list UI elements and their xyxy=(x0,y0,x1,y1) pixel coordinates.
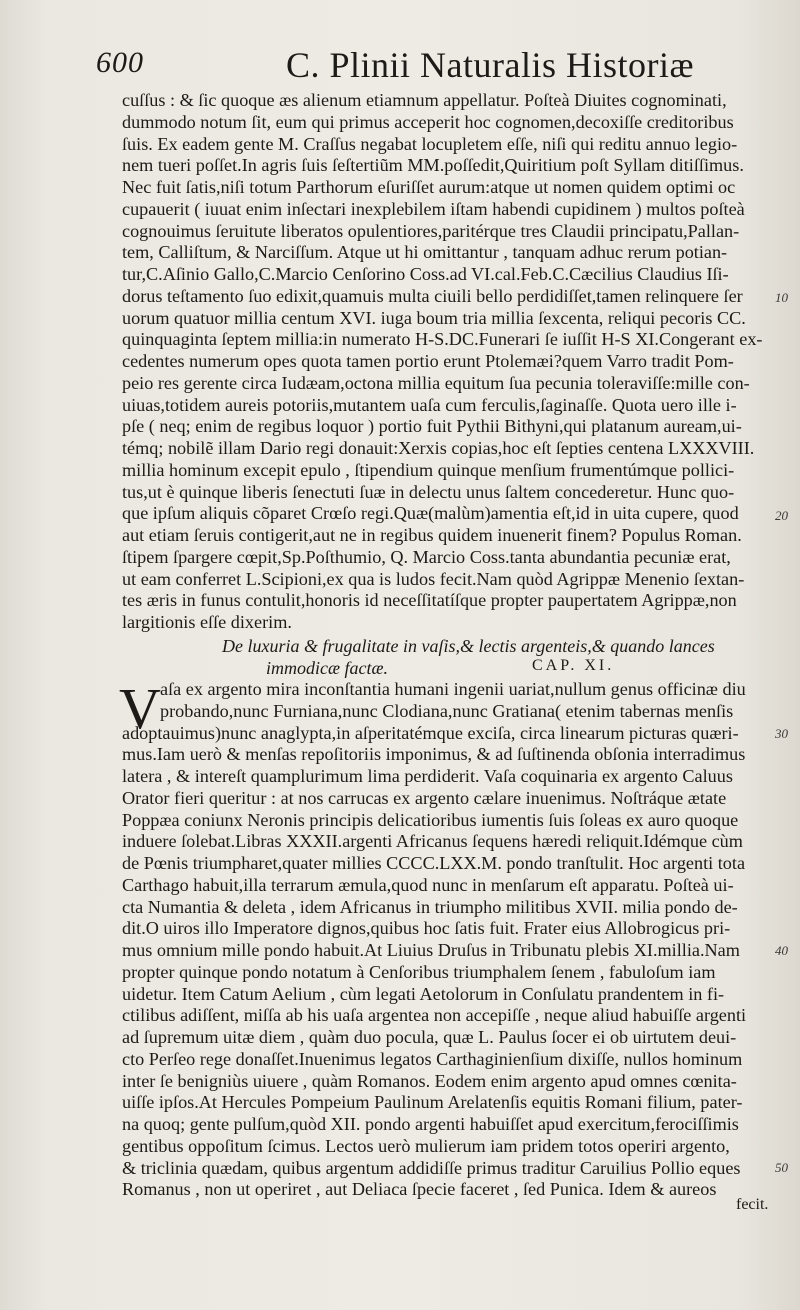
text-line: de Pœnis triumpharet,quater millies CCCC.LXX.M. pondo tranſtulit. Hoc argenti tota xyxy=(122,853,746,873)
text-line: probando,nunc Furniana,nunc Clodiana,nunc Gratiana( etenim tabernas menſis xyxy=(160,700,734,721)
text-line: tes æris in funus contulit,honoris id neceſſitatíſque propter paupertatem Agrippæ,non xyxy=(122,590,737,611)
text-line: pſe ( neq; enim de regibus loquor ) portio fuit Pythii Bithyni,qui platanum auream,ui- xyxy=(122,416,742,437)
text-line: cognouimus ſeruitute liberatos opulentiores,paritérque tres Claudii principatu,Pallan- xyxy=(122,220,740,241)
text-line: cta Numantia & deleta , idem Africanus in triumpho militibus XVII. milia pondo de- xyxy=(122,896,738,917)
text-line: mus omnium mille pondo habuit.At Liuius Druſus in Tribunatu plebis XI.millia.Nam xyxy=(122,940,740,960)
text-line: Nec fuit ſatis,niſi totum Parthorum eſuriſſet aurum:atque ut nomen quidem optimi oc xyxy=(122,177,736,197)
chapter-number: CAP. XI. xyxy=(532,657,615,674)
text-line: latera , & intereſt quamplurimum lima perdiderit. Vaſa coquinaria ex argento Caluus xyxy=(122,766,733,786)
text-line: tem, Calliſtum, & Narciſſum. Atque ut hi omittantur , tanquam adhuc rerum potian- xyxy=(122,242,728,263)
text-line: millia hominum excepit epulo , ſtipendium quinque menſium frumentúmque pollici- xyxy=(122,459,735,480)
chapter-heading-line-1: De luxuria & frugalitate in vaſis,& lectis argenteis,& quando lances xyxy=(222,636,715,656)
margin-line-number: 10 xyxy=(775,290,788,305)
text-line: aut etiam ſeruis contigerit,aut ne in regibus quidem inuenerit finem? Populus Roman. xyxy=(122,525,742,545)
text-line: dummodo notum ſit, eum qui primus acceperit hoc cognomen,decoxiſſe creditoribus xyxy=(122,111,734,132)
text-line: cupauerit ( iuuat enim inſectari inexplebilem iſtam habendi cupidinem ) multos poſteà xyxy=(122,198,745,219)
text-line: ut eam conferret L.Scipioni,ex qua is ludos fecit.Nam quòd Agrippæ Menenio ſextan- xyxy=(122,568,745,589)
text-line: dit.O uiros illo Imperatore dignos,quibus hoc ſatis fuit. Frater eius Allobrogicus pri- xyxy=(122,918,731,939)
text-line: que ipſum aliquis cõparet Crœſo regi.Quæ(malùm)amentia eſt,id in uita cupere, quod xyxy=(122,503,739,524)
text-line: induere ſolebat.Libras XXXII.argenti Africanus ſequens hæredi reliquit.Idémque cùm xyxy=(122,831,743,852)
text-line: & triclinia quædam, quibus argentum addidiſſe primus traditur Caruilius Pollio eques xyxy=(122,1157,741,1178)
text-line: uiſſe ipſos.At Hercules Pompeium Paulinum Arelatenſis equitis Romani filium, pater- xyxy=(122,1092,743,1113)
text-line: largitionis eſſe dixerim. xyxy=(122,612,292,632)
text-line: uidetur. Item Catum Aelium , cùm legati Aetolorum in Conſulatu prandentem in fi- xyxy=(122,983,725,1004)
margin-line-number: 40 xyxy=(775,943,788,958)
text-line: uorum quatuor millia centum XVI. iuga boum tria millia ſexcenta, reliqui pecoris CC. xyxy=(122,307,746,328)
page-number: 600 xyxy=(96,46,144,79)
text-line: gentibus oppoſitum ſcimus. Lectos uerò mulierum iam pridem totos operiri argento, xyxy=(122,1135,730,1156)
drop-capital: V xyxy=(119,676,161,741)
text-line: témq; nobilẽ illam Dario regi donauit:Xerxis copias,hoc eſt ſepties centena LXXXVIII. xyxy=(122,438,755,458)
text-line: quinquaginta ſeptem millia:in numerato H-S.DC.Funerari ſe iuſſit H-S XI.Congerant ex- xyxy=(122,329,763,350)
text-line: ſtipem ſpargere cœpit,Sp.Poſthumio, Q. Marcio Coss.tanta abundantia pecuniæ erat, xyxy=(122,546,731,567)
catchword: fecit. xyxy=(736,1196,769,1213)
text-line: ſuis. Ex eadem gente M. Craſſus negabat locupletem eſſe, niſi qui reditu annuo legio- xyxy=(122,133,738,154)
text-line: ctilibus adiſſent, miſſa ab his uaſa argentea non accepiſſe , neque aliud habuiſſe argenti xyxy=(122,1005,747,1026)
text-line: Romanus , non ut operiret , aut Deliaca ſpecie faceret , ſed Punica. Idem & aureos xyxy=(122,1179,717,1200)
chapter-heading-line-2: immodicæ factæ. xyxy=(266,658,388,678)
text-line: Orator fieri queritur : at nos carrucas ex argento cælare inuenimus. Noſtráque ætate xyxy=(122,787,727,808)
text-line: adoptauimus)nunc anaglypta,in aſperitatémque exciſa, circa linearum picturas quæri- xyxy=(122,722,739,743)
margin-line-number: 30 xyxy=(775,726,788,741)
text-line: ad ſupremum uitæ diem , quàm duo pocula, quæ L. Paulus ſocer ei ob uirtutem deui- xyxy=(122,1027,737,1047)
text-line: cuſſus : & ſic quoque æs alienum etiamnum appellatur. Poſteà Diuites cognominati, xyxy=(122,90,727,110)
text-line: mus.Iam uerò & menſas repoſitoriis imponimus, & ad ſuſtinenda obſonia interradimus xyxy=(122,744,746,765)
text-line: aſa ex argento mira inconſtantia humani ingenii uariat,nullum genus officinæ diu xyxy=(160,679,746,699)
chapter-heading xyxy=(222,635,752,679)
text-line: peio res gerente circa Iudæam,octona millia equitum ſua pecunia toleraviſſe:mille con- xyxy=(122,372,750,393)
text-line: dorus teſtamento ſuo edixit,quamuis multa ciuili bello perdidiſſet,tamen relinquere ſer xyxy=(122,285,743,306)
text-line: Carthago habuit,illa terrarum æmula,quod nunc in menſarum eſt apparatu. Poſteà ui- xyxy=(122,874,734,895)
running-title: C. Plinii Naturalis Historiæ xyxy=(286,45,695,85)
text-line: Poppæa coniunx Neronis principis delicatioribus iumentis ſuis ſoleas ex auro quoque xyxy=(122,809,739,830)
text-line: na quoq; gente pulſum,quòd XII. pondo argenti habuiſſet apud exercitum,ferociſſimis xyxy=(122,1114,739,1134)
text-line: nem tueri poſſet.In agris ſuis ſeſtertiũm MM.poſſedit,Quiritium poſt Syllam ditiſſimus. xyxy=(122,155,744,176)
text-line: tur,C.Aſinio Gallo,C.Marcio Cenſorino Coss.ad VI.cal.Feb.C.Cæcilius Claudius Iſi- xyxy=(122,264,729,284)
margin-line-number: 50 xyxy=(775,1160,788,1175)
text-line: cedentes numerum opes quota tamen portio erunt Ptolemæi?quem Varro tradit Pom- xyxy=(122,351,734,371)
text-block-2 xyxy=(122,679,774,1201)
margin-line-number: 20 xyxy=(775,508,788,523)
text-line: cto Perſeo rege donaſſet.Inuenimus legatos Carthaginienſium dixiſſe, nullos hominum xyxy=(122,1048,743,1069)
text-line: uiuas,totidem aureis potoriis,mutantem uaſa cum ferculis,ſaginaſſe. Quota uero ille i- xyxy=(122,394,737,415)
text-block-1 xyxy=(122,90,774,634)
text-line: inter ſe benigniùs uiuere , quàm Romanos. Eodem enim argento apud omnes cœnita- xyxy=(122,1070,737,1091)
text-line: tus,ut è quinque liberis ſenectuti ſuæ in delectu unus ſaltem concederetur. Hunc quo- xyxy=(122,481,735,502)
text-line: propter quinque pondo notatum à Cenſoribus triumphalem ſenem , fabuloſum iam xyxy=(122,961,716,982)
